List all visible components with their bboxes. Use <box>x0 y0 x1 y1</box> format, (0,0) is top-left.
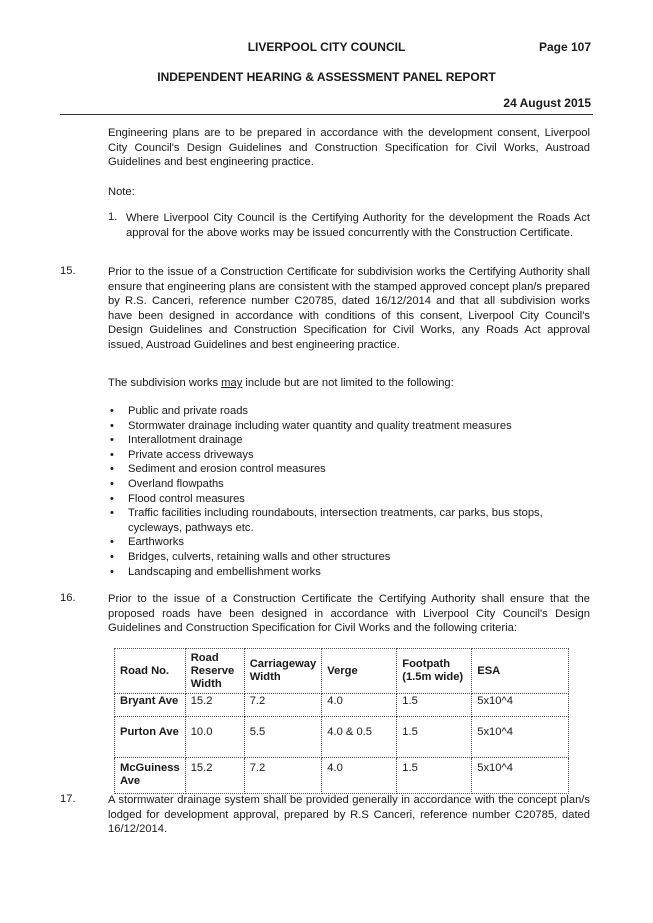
column-header: Carriageway Width <box>244 649 322 694</box>
council-name: LIVERPOOL CITY COUNCIL <box>247 40 406 54</box>
column-header: ESA <box>472 649 569 694</box>
list-item <box>108 492 590 507</box>
bullet-icon: • <box>110 405 114 417</box>
bullet-icon: • <box>110 550 114 563</box>
bullet-icon: • <box>110 536 114 549</box>
list-item <box>108 506 590 535</box>
note-label: Note: <box>108 186 135 198</box>
column-header: Verge <box>322 649 397 694</box>
list-item-text: Traffic facilities including roundabouts, intersection treatments, car parks, bus stops, cycleways, pathways etc. <box>128 507 543 534</box>
list-item-text: Sediment and erosion control measures <box>128 463 326 476</box>
list-item-text: Flood control measures <box>128 492 245 505</box>
table-cell: Bryant Ave <box>115 694 186 717</box>
table-cell: 4.0 <box>322 694 397 717</box>
table-cell: 4.0 & 0.5 <box>322 717 397 758</box>
table-cell: 15.2 <box>185 694 244 717</box>
bullet-icon: • <box>110 448 114 461</box>
table-cell: 4.0 <box>322 758 397 794</box>
condition-text: Prior to the issue of a Construction Certificate the Certifying Authority shall ensure that the proposed roads have been designed in accordance with Liverpool City Council's Design Guidelines and Construction Specification for Civil Works and the following criteria: <box>108 593 590 635</box>
intro-paragraph: Engineering plans are to be prepared in accordance with the development consent, Liverpool City Council's Design Guidelines and Construction Specification for Civil Works, Austroad Guidelines and best engineering practice. <box>108 127 590 169</box>
works-intro-after: include but are not limited to the following: <box>242 377 454 389</box>
list-item <box>108 404 590 419</box>
table-cell: 10.0 <box>185 717 244 758</box>
condition-number: 17. <box>60 793 76 805</box>
report-date: 24 August 2015 <box>503 96 591 110</box>
bullet-icon: • <box>110 507 114 520</box>
list-item <box>108 550 590 565</box>
table-cell: 15.2 <box>185 758 244 794</box>
report-title: INDEPENDENT HEARING & ASSESSMENT PANEL REPORT <box>157 70 496 84</box>
page-number: Page 107 <box>538 40 591 54</box>
table-cell: Purton Ave <box>115 717 186 758</box>
list-item-text: Private access driveways <box>128 448 254 461</box>
bullet-icon: • <box>110 477 114 490</box>
note-item-text: Where Liverpool City Council is the Certifying Authority for the development the Roads Act approval for the above works may be issued concurrently with the Construction Certificate. <box>126 212 590 239</box>
table-cell: 7.2 <box>244 694 322 717</box>
works-intro-emphasis: may <box>221 377 243 389</box>
bullet-icon: • <box>110 565 114 578</box>
column-header: Road Reserve Width <box>185 649 244 694</box>
list-item <box>108 448 590 463</box>
condition-number: 15. <box>60 265 76 277</box>
header-divider <box>60 114 593 115</box>
note-item-number: 1. <box>108 211 118 223</box>
condition-text: A stormwater drainage system shall be provided generally in accordance with the concept plan/s lodged for development approval, prepared by R.S Canceri, reference number C20785, dated 16/12/2014. <box>108 794 590 836</box>
condition-number: 16. <box>60 592 76 604</box>
bullet-icon: • <box>110 463 114 476</box>
works-list <box>108 404 590 579</box>
table-cell: 5x10^4 <box>472 758 569 794</box>
column-header: Road No. <box>115 649 186 694</box>
table-cell: 1.5 <box>397 717 472 758</box>
condition-text: Prior to the issue of a Construction Certificate for subdivision works the Certifying Authority shall ensure that engineering plans are consistent with the stamped approved concept plan/s prepared by R.S. Canceri, reference number C20785, dated 16/12/2014 and that all subdivision works have been designed in accordance with conditions of this consent, Liverpool City Council's Design Guidelines and Construction Specification for Civil Works, any Roads Act approval issued, Austroad Guidelines and best engineering practice. <box>108 266 590 351</box>
table-cell: McGuiness Ave <box>115 758 186 794</box>
table-cell: 1.5 <box>397 758 472 794</box>
list-item-text: Stormwater drainage including water quantity and quality treatment measures <box>128 419 512 432</box>
list-item-text: Interallotment drainage <box>128 434 243 447</box>
list-item-text: Public and private roads <box>128 405 249 417</box>
column-header: Footpath (1.5m wide) <box>397 649 472 694</box>
list-item-text: Overland flowpaths <box>128 477 224 490</box>
table-cell: 1.5 <box>397 694 472 717</box>
road-criteria-table <box>114 648 569 794</box>
table-cell: 5.5 <box>244 717 322 758</box>
bullet-icon: • <box>110 434 114 447</box>
list-item-text: Earthworks <box>128 536 184 549</box>
table-row <box>115 758 569 794</box>
table-cell: 7.2 <box>244 758 322 794</box>
table-row <box>115 717 569 758</box>
list-item <box>108 462 590 477</box>
list-item-text: Bridges, culverts, retaining walls and other structures <box>128 550 391 563</box>
table-cell: 5x10^4 <box>472 694 569 717</box>
list-item <box>108 535 590 550</box>
table-row <box>115 694 569 717</box>
works-intro <box>108 376 590 391</box>
works-intro-before: The subdivision works <box>108 377 222 389</box>
list-item <box>108 477 590 492</box>
table-header-row <box>115 649 569 694</box>
list-item <box>108 433 590 448</box>
list-item <box>108 565 590 580</box>
bullet-icon: • <box>110 419 114 432</box>
list-item <box>108 419 590 434</box>
list-item-text: Landscaping and embellishment works <box>128 565 321 578</box>
bullet-icon: • <box>110 492 114 505</box>
table-cell: 5x10^4 <box>472 717 569 758</box>
